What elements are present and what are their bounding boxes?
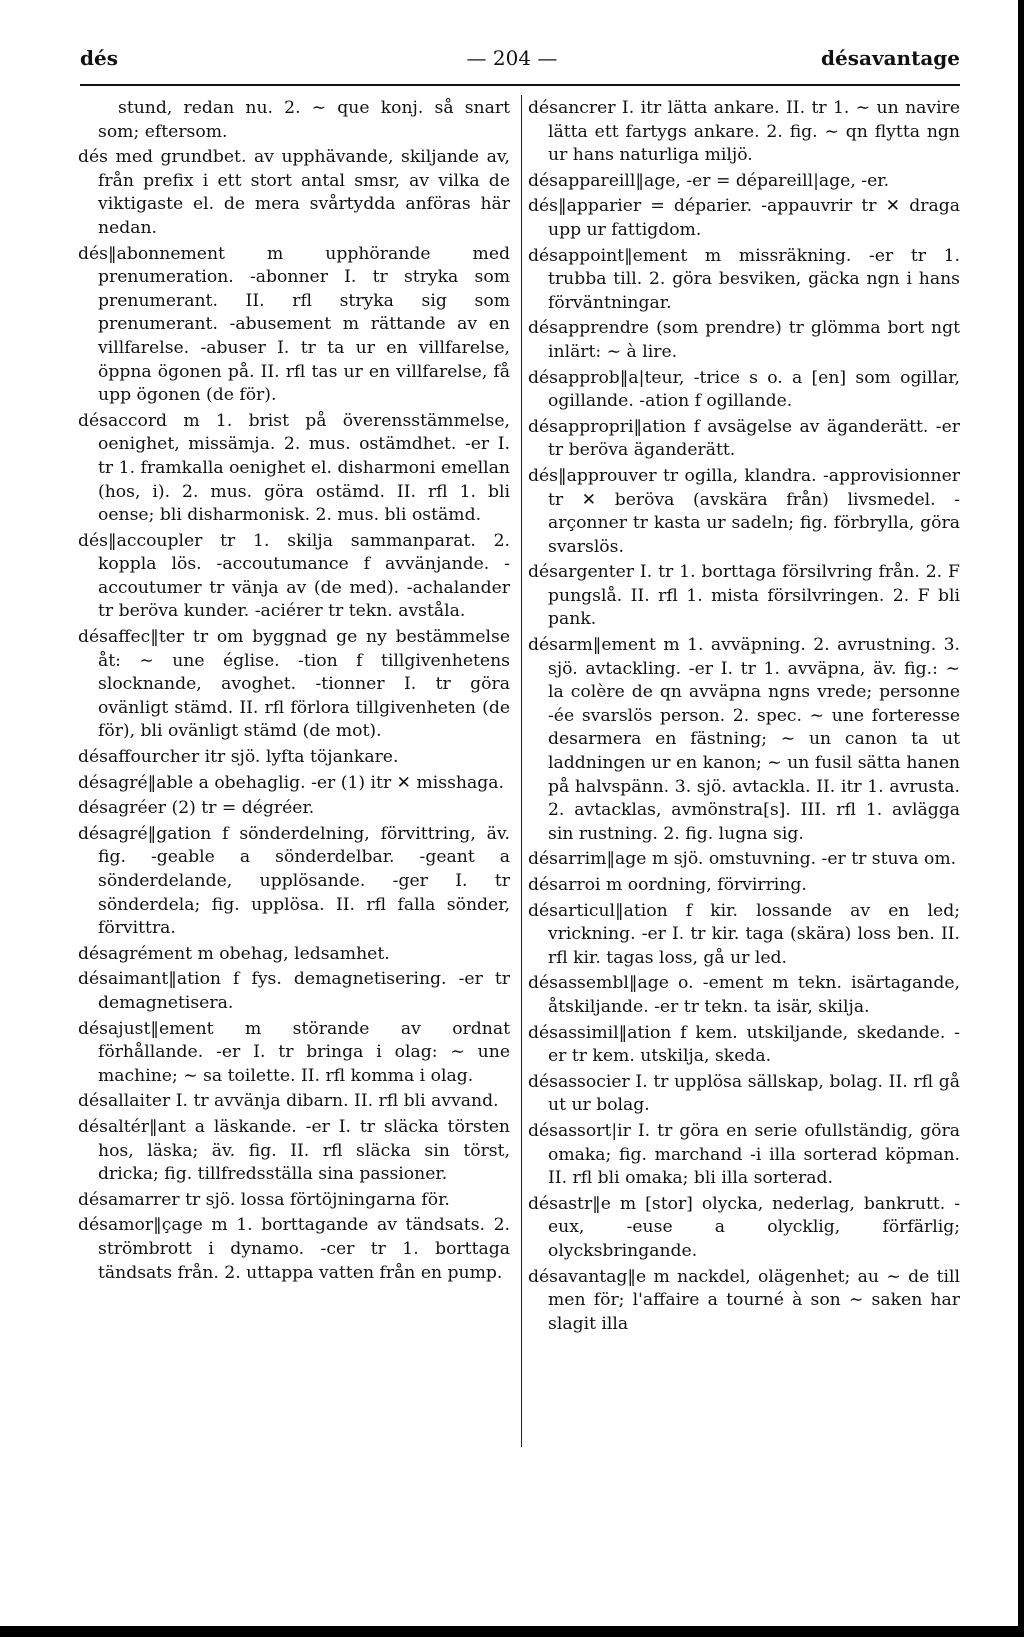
- entry-text: désaccord m 1. brist på överensstämmelse, oenighet, missämja. 2. mus. ostämdhet. -er I. tr 1. framkalla oenighet el. disharmoni emellan (hos, i). 2. mus. göra ostämd. II. rfl 1. bli oense; bli disharmonisk. 2. mus. bli ostämd.: [78, 410, 510, 526]
- dictionary-entry: [528, 1071, 960, 1118]
- dictionary-entry: [78, 626, 510, 744]
- dictionary-entry: [78, 530, 510, 624]
- entry-text: désagrément m obehag, ledsamhet.: [78, 943, 390, 964]
- dictionary-entry: [78, 968, 510, 1015]
- right-column: [528, 97, 960, 1338]
- dictionary-entry: [78, 1116, 510, 1187]
- dictionary-entry: [528, 416, 960, 463]
- entry-text: dés‖abonnement m upphörande med prenumeration. -abonner I. tr stryka som prenumerant. II. rfl stryka sig som prenumerant. -abusement m rättande av en villfarelse. -abuser I. tr ta ur en villfarelse, öppna ögonen på. II. rfl tas ur en villfarelse, få upp ögonen (de för).: [78, 243, 510, 406]
- entry-text: dés‖approuver tr ogilla, klandra. -approvisionner tr ✕ beröva (avskära från) livsmedel. -arçonner tr kasta ur sadeln; fig. förbrylla, göra svarslös.: [528, 465, 960, 557]
- entry-text: désallaiter I. tr avvänja dibarn. II. rfl bli avvand.: [78, 1091, 499, 1112]
- dictionary-entry: [78, 746, 510, 770]
- entry-text: désapprendre (som prendre) tr glömma bort ngt inlärt: ∼ à lire.: [528, 318, 960, 362]
- scan-edge-bottom: [0, 1626, 1024, 1637]
- entry-text: désassort|ir I. tr göra en serie ofullständig, göra omaka; fig. marchand -i illa sorterad köpman. II. rfl bli omaka; bli illa sorterad.: [528, 1120, 960, 1189]
- dictionary-entry: [528, 367, 960, 414]
- entry-text: désastr‖e m [stor] olycka, nederlag, bankrutt. -eux, -euse a olycklig, förfärlig; olycksbringande.: [528, 1193, 960, 1261]
- entry-text: désappropri‖ation f avsägelse av äganderätt. -er tr beröva äganderätt.: [528, 416, 960, 461]
- entry-text: désaimant‖ation f fys. demagnetisering. -er tr demagnetisera.: [78, 969, 510, 1013]
- entry-text: désaffec‖ter tr om byggnad ge ny bestämmelse åt: ∼ une église. -tion f tillgivenhetens slocknande, avoghet. -tionner I. tr göra ovänligt stämd. II. rfl förlora tillgivenheten (de för), bli ovänligt stämd (de mot).: [78, 627, 510, 742]
- dictionary-entry: [528, 1120, 960, 1191]
- entry-text: désassembl‖age o. -ement m tekn. isärtagande, åtskiljande. -er tr tekn. ta isär, skilja.: [528, 973, 960, 1017]
- dictionary-entry: [528, 97, 960, 168]
- entry-text: dés‖apparier = déparier. -appauvrir tr ✕ draga upp ur fattigdom.: [528, 196, 960, 240]
- entry-text: désavantag‖e m nackdel, olägenhet; au ∼ de till men för; l'affaire a tourné à son ∼ saken har slagit illa: [528, 1266, 960, 1334]
- header-right-guide-word: désavantage: [821, 46, 960, 70]
- header-rule: [80, 84, 960, 86]
- column-divider: [521, 95, 522, 1447]
- entry-text: dés med grundbet. av upphävande, skiljande av, från prefix i ett stort antal smsr, av vilka de viktigaste el. de mera svårtydda anföras här nedan.: [78, 147, 510, 238]
- entry-text: désancrer I. itr lätta ankare. II. tr 1. ∼ un navire lätta ett fartygs ankare. 2. fig. ∼ qn flytta ngn ur hans naturliga miljö.: [528, 98, 960, 166]
- dictionary-entry: [78, 823, 510, 941]
- entry-text: stund, redan nu. 2. ∼ que konj. så snart som; eftersom.: [98, 98, 510, 142]
- entry-text: désagré‖gation f sönderdelning, förvittring, äv. fig. -geable a sönderdelbar. -geant a sönderdelande, upplösande. -ger I. tr sönderdela; fig. upplösa. II. rfl falla sönder, förvittra.: [78, 823, 510, 939]
- dictionary-entry: [528, 874, 960, 898]
- scan-edge-right: [1018, 0, 1024, 1637]
- entry-text: désamarrer tr sjö. lossa förtöjningarna för.: [78, 1189, 450, 1210]
- dictionary-entry: [528, 195, 960, 242]
- entry-text: désassocier I. tr upplösa sällskap, bolag. II. rfl gå ut ur bolag.: [528, 1071, 960, 1116]
- entry-text: désappoint‖ement m missräkning. -er tr 1. trubba till. 2. göra besviken, gäcka ngn i hans förväntningar.: [528, 245, 960, 313]
- entry-text: dés‖accoupler tr 1. skilja sammanparat. 2. koppla lös. -accoutumance f avvänjande. -accoutumer tr vänja av (de med). -achalander tr beröva kunder. -aciérer tr tekn. avståla.: [78, 530, 510, 622]
- entry-text: désagréer (2) tr = dégréer.: [78, 798, 315, 819]
- dictionary-entry: [78, 1214, 510, 1285]
- dictionary-entry: [78, 772, 510, 796]
- entry-text: désaltér‖ant a läskande. -er I. tr släcka törsten hos, läska; äv. fig. II. rfl släcka sin törst, dricka; fig. tillfredsställa sina passioner.: [78, 1116, 510, 1185]
- dictionary-entry: [78, 1090, 510, 1114]
- entry-text: désappareill‖age, -er = dépareill|age, -er.: [528, 170, 890, 191]
- header-left-guide-word: dés: [80, 46, 118, 70]
- entry-text: désargenter I. tr 1. borttaga försilvring från. 2. F pungslå. II. rfl 1. mista försilvringen. 2. F bli pank.: [528, 562, 960, 630]
- dictionary-entry: [528, 1266, 960, 1337]
- dictionary-entry: [78, 1189, 510, 1213]
- dictionary-entry: [528, 900, 960, 971]
- dictionary-entry: [528, 848, 960, 872]
- dictionary-entry: [78, 943, 510, 967]
- dictionary-entry: [528, 317, 960, 364]
- entry-text: désarrim‖age m sjö. omstuvning. -er tr stuva om.: [528, 849, 957, 870]
- page-number: — 204 —: [466, 46, 558, 70]
- dictionary-entry: [528, 245, 960, 316]
- entry-text: désarticul‖ation f kir. lossande av en led; vrickning. -er I. tr kir. taga (skära) loss ben. II. rfl kir. tagas loss, gå ur led.: [528, 900, 960, 968]
- dictionary-entry: [528, 972, 960, 1019]
- dictionary-entry: [528, 1193, 960, 1264]
- entry-text: désajust‖ement m störande av ordnat förhållande. -er I. tr bringa i olag: ∼ une machine; ∼ sa toilette. II. rfl komma i olag.: [78, 1018, 510, 1086]
- dictionary-entry: [528, 465, 960, 559]
- dictionary-entry: [78, 243, 510, 408]
- dictionary-entry: [78, 1018, 510, 1089]
- entry-text: désapprob‖a|teur, -trice s o. a [en] som ogillar, ogillande. -ation f ogillande.: [528, 367, 960, 412]
- dictionary-entry: [78, 146, 510, 240]
- dictionary-entry: [528, 170, 960, 194]
- entry-text: désarroi m oordning, förvirring.: [528, 875, 807, 895]
- entry-text: désamor‖çage m 1. borttagande av tändsats. 2. strömbrott i dynamo. -cer tr 1. borttaga tändsats från. 2. uttappa vatten från en pump.: [78, 1215, 510, 1283]
- entry-text: désarm‖ement m 1. avväpning. 2. avrustning. 3. sjö. avtackling. -er I. tr 1. avväpna, äv. fig.: ∼ la colère de qn avväpna ngns vrede; personne -ée svarslös person. 2. spec. ∼ une forteresse desarmera en fästning; ∼ un canon ta ut laddningen ur en kanon; ∼ un fusil sätta hanen på halvspänn. 3. sjö. avtackla. II. itr 1. avrusta. 2. avtacklas, avmönstra[s]. III. rfl 1. avlägga sin rustning. 2. fig. lugna sig.: [528, 635, 960, 844]
- dictionary-entry: [78, 797, 510, 821]
- left-column: [78, 97, 510, 1287]
- dictionary-entry: [528, 634, 960, 846]
- entry-text: désaffourcher itr sjö. lyfta töjankare.: [78, 747, 399, 768]
- entry-text: désagré‖able a obehaglig. -er (1) itr ✕ misshaga.: [78, 772, 504, 793]
- dictionary-entry: [528, 561, 960, 632]
- dictionary-entry: [78, 410, 510, 528]
- dictionary-entry: [78, 97, 510, 144]
- entry-text: désassimil‖ation f kem. utskiljande, skedande. -er tr kem. utskilja, skeda.: [528, 1022, 960, 1067]
- dictionary-entry: [528, 1022, 960, 1069]
